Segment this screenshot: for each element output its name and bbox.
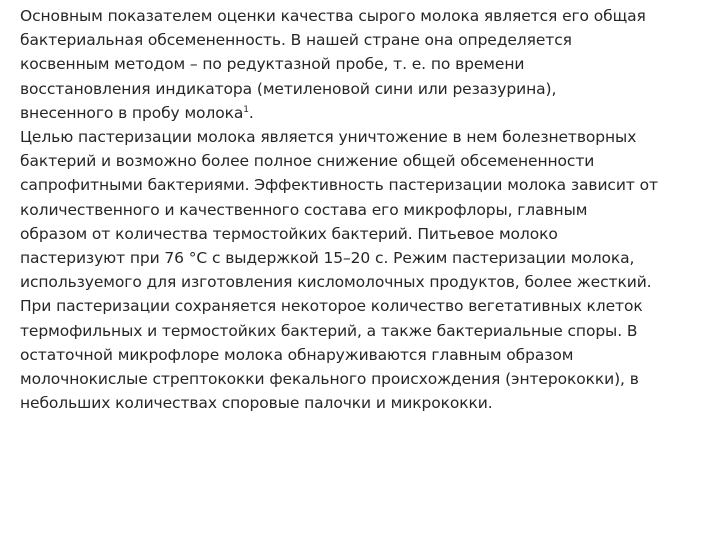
text-line: бактериальная обсемененность. В нашей стране она определяется — [20, 31, 572, 50]
text-line: термофильных и термостойких бактерий, а также бактериальные споры. В — [20, 321, 638, 340]
body-text — [20, 4, 710, 415]
text-line: небольших количествах споровые палочки и микрококки. — [20, 394, 493, 413]
text-line: косвенным методом – по редуктазной пробе, т. е. по времени — [20, 55, 525, 74]
text-line: молочнокислые стрептококки фекального происхождения (энтерококки), в — [20, 370, 639, 389]
text-line: используемого для изготовления кисломолочных продуктов, более жесткий. — [20, 273, 652, 292]
text-line: количественного и качественного состава его микрофлоры, главным — [20, 200, 588, 219]
text-line: сапрофитными бактериями. Эффективность пастеризации молока зависит от — [20, 176, 658, 195]
text-line: При пастеризации сохраняется некоторое количество вегетативных клеток — [20, 297, 643, 316]
text-line: восстановления индикатора (метиленовой сини или резазурина), — [20, 79, 557, 98]
text-line: бактерий и возможно более полное снижение общей обсемененности — [20, 152, 595, 171]
footnote-marker: 1 — [243, 104, 249, 115]
line-text: внесенного в пробу молока — [20, 103, 244, 122]
text-line: остаточной микрофлоре молока обнаруживаются главным образом — [20, 345, 574, 364]
text-line: Целью пастеризации молока является уничтожение в нем болезнетворных — [20, 128, 637, 147]
text-line: пастеризуют при 76 °С с выдержкой 15–20 с. Режим пастеризации молока, — [20, 249, 635, 268]
text-line: Основным показателем оценки качества сырого молока является его общая — [20, 7, 646, 25]
text-line: образом от количества термостойких бактерий. Питьевое молоко — [20, 224, 558, 243]
text-line — [20, 101, 710, 125]
line-end: . — [248, 103, 254, 122]
